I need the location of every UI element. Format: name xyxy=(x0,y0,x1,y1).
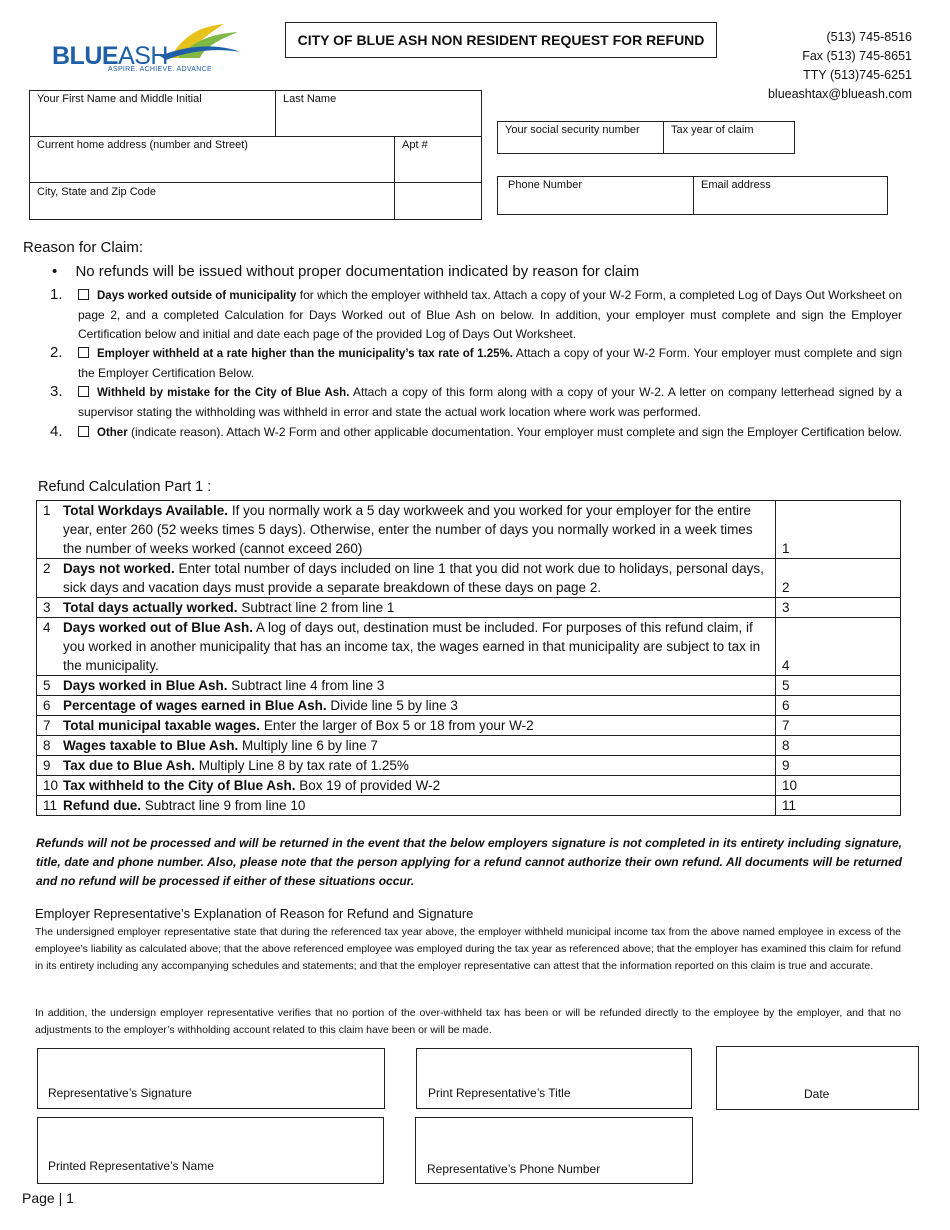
calc-row-9-desc xyxy=(37,756,776,776)
table-row xyxy=(37,676,901,696)
phone-field[interactable] xyxy=(497,176,694,215)
calc-row-7-bold: Total municipal taxable wages. xyxy=(63,718,261,733)
calc-row-8-value[interactable] xyxy=(776,736,901,756)
tax-year-field[interactable] xyxy=(663,121,795,154)
form-title: CITY OF BLUE ASH NON RESIDENT REQUEST FOR REFUND xyxy=(285,22,717,58)
calc-row-6-num: 6 xyxy=(43,698,51,713)
representative-signature-label: Representative’s Signature xyxy=(48,1086,192,1100)
calc-row-3-num: 3 xyxy=(43,600,51,615)
calc-row-8-line: 8 xyxy=(782,738,790,753)
contact-fax: Fax (513) 745-8651 xyxy=(802,49,912,63)
representative-signature-field[interactable] xyxy=(37,1048,385,1109)
calc-row-5-text: Subtract line 4 from line 3 xyxy=(227,678,385,693)
logo-brand-ash: ASH xyxy=(118,42,168,70)
calc-row-8-num: 8 xyxy=(43,738,51,753)
last-name-field[interactable] xyxy=(275,90,482,137)
calc-heading: Refund Calculation Part 1 : xyxy=(38,479,212,495)
representative-phone-field[interactable] xyxy=(415,1117,693,1184)
last-name-label: Last Name xyxy=(283,93,337,105)
calc-row-4-value[interactable] xyxy=(776,618,901,676)
reason-heading: Reason for Claim: xyxy=(23,239,144,256)
table-row xyxy=(37,736,901,756)
calc-row-7-line: 7 xyxy=(782,718,790,733)
representative-name-label: Printed Representative’s Name xyxy=(48,1159,214,1173)
reason-3-text: Attach a copy of this form along with a copy of your W-2. A letter on company letterhead signed by a supervisor stating the withholding was withheld in error and state the actual work location where work was performed. xyxy=(78,385,902,419)
calc-row-11-bold: Refund due. xyxy=(63,798,141,813)
calc-row-3-value[interactable] xyxy=(776,598,901,618)
calc-row-10-bold: Tax withheld to the City of Blue Ash. xyxy=(63,778,296,793)
calc-row-4-line: 4 xyxy=(782,658,790,673)
calc-row-4-desc xyxy=(37,618,776,676)
address-label: Current home address (number and Street) xyxy=(37,139,248,151)
calc-row-10-num: 10 xyxy=(43,778,59,793)
reason-bullet xyxy=(52,263,639,280)
calc-row-3-text: Subtract line 2 from line 1 xyxy=(237,600,395,615)
table-row xyxy=(37,696,901,716)
refund-calc-table xyxy=(36,500,901,816)
table-row xyxy=(37,559,901,598)
calc-row-11-desc xyxy=(37,796,776,816)
apt-field[interactable] xyxy=(394,136,482,183)
address-field[interactable] xyxy=(29,136,395,183)
reason-1-bold: Days worked outside of municipality xyxy=(97,290,297,302)
email-field[interactable] xyxy=(693,176,888,215)
processing-notice: Refunds will not be processed and will be returned in the event that the below employers signature is not completed in its entirety including signature, title, date and phone number. Also, please note that the person applying for a refund cannot authorize their own refund. All documents will be returned and no refund will be processed if either of these situations occur. xyxy=(36,836,902,888)
apt-label: Apt # xyxy=(402,139,428,151)
calc-row-10-line: 10 xyxy=(782,778,798,793)
phone-label: Phone Number xyxy=(508,179,582,191)
calc-row-5-value[interactable] xyxy=(776,676,901,696)
employer-heading: Employer Representative’s Explanation of Reason for Refund and Signature xyxy=(35,906,474,921)
representative-name-field[interactable] xyxy=(37,1117,384,1184)
calc-row-1-value[interactable] xyxy=(776,501,901,559)
calc-row-10-desc xyxy=(37,776,776,796)
email-label: Email address xyxy=(701,179,771,191)
representative-phone-label: Representative’s Phone Number xyxy=(427,1162,601,1176)
calc-row-1-line: 1 xyxy=(782,541,790,556)
reason-4-checkbox[interactable] xyxy=(78,426,89,437)
calc-row-9-line: 9 xyxy=(782,758,790,773)
reason-1-checkbox[interactable] xyxy=(78,289,89,300)
employer-para-1: The undersigned employer representative state that during the referenced tax year above, the employer withheld municipal income tax from the above named employee in excess of the employee’s liability as calculated above; that the above referenced employee was employed during the tax year as referenced above; that the employer has examined this claim for refund in its entirety including any accompanying schedules and statements; and that the employer representative can attest that the information reported on this claim is true and accurate. xyxy=(35,926,901,972)
table-row xyxy=(37,598,901,618)
calc-row-2-desc xyxy=(37,559,776,598)
calc-row-7-value[interactable] xyxy=(776,716,901,736)
calc-row-2-text: Enter total number of days included on line 1 that you did not work due to holidays, personal days, sick days and vacation days must provide a separate breakdown of these days on page 2. xyxy=(63,561,764,595)
first-name-field[interactable] xyxy=(29,90,276,137)
city-field[interactable] xyxy=(29,182,395,220)
table-row xyxy=(37,776,901,796)
logo xyxy=(50,22,250,77)
calc-row-3-bold: Total days actually worked. xyxy=(63,600,238,615)
reason-item-1 xyxy=(78,286,902,344)
calc-row-2-line: 2 xyxy=(782,580,790,595)
reason-num-2: 2. xyxy=(50,344,63,361)
calc-row-5-line: 5 xyxy=(782,678,790,693)
table-row xyxy=(37,716,901,736)
reason-item-2 xyxy=(78,344,902,383)
calc-row-3-line: 3 xyxy=(782,600,790,615)
calc-row-4-bold: Days worked out of Blue Ash. xyxy=(63,620,254,635)
calc-row-9-value[interactable] xyxy=(776,756,901,776)
contact-tty: TTY (513)745-6251 xyxy=(803,68,912,82)
calc-row-11-value[interactable] xyxy=(776,796,901,816)
calc-row-8-text: Multiply line 6 by line 7 xyxy=(238,738,378,753)
reason-item-3 xyxy=(78,383,902,422)
calc-row-1-text: If you normally work a 5 day workweek and you worked for your employer for the entire year, enter 260 (52 weeks times 5 days). Otherwise, enter the number of days you normally worked in a week times the number of weeks worked (cannot exceed 260) xyxy=(63,503,753,556)
calc-row-3-desc xyxy=(37,598,776,618)
logo-brand-blue: BLUE xyxy=(52,42,119,70)
ssn-field[interactable] xyxy=(497,121,664,154)
calc-row-6-line: 6 xyxy=(782,698,790,713)
table-row xyxy=(37,618,901,676)
calc-row-2-num: 2 xyxy=(43,561,51,576)
reason-2-bold: Employer withheld at a rate higher than the municipality’s tax rate of 1.25%. xyxy=(97,348,513,360)
calc-row-2-bold: Days not worked. xyxy=(63,561,175,576)
calc-row-11-num: 11 xyxy=(43,798,58,813)
date-field[interactable] xyxy=(716,1046,919,1110)
employer-para-2: In addition, the undersign employer representative verifies that no portion of the over-withheld tax has been or will be refunded directly to the employee by the employer, and that no adjustments to the employer’s withholding account related to this claim have been or will be made. xyxy=(35,1007,901,1036)
reason-2-checkbox[interactable] xyxy=(78,347,89,358)
city-extra-field[interactable] xyxy=(394,182,482,220)
reason-1-text: for which the employer withheld tax. Attach a copy of your W-2 Form, a completed Log of Days Out Worksheet on page 2, and a completed Calculation for Days Worked out of Blue Ash on below. In addition, your employer must complete and sign the Employer Certification below and initial and date each page of the provided Log of Days Out Worksheet. xyxy=(78,288,902,341)
calc-row-1-bold: Total Workdays Available. xyxy=(63,503,229,518)
table-row xyxy=(37,796,901,816)
calc-row-9-bold: Tax due to Blue Ash. xyxy=(63,758,196,773)
representative-title-label: Print Representative’s Title xyxy=(428,1086,571,1100)
reason-4-text: (indicate reason). Attach W-2 Form and other applicable documentation. Your employer must complete and sign the Employer Certification below. xyxy=(127,425,902,439)
calc-row-4-text: A log of days out, destination must be included. For purposes of this refund claim, if you worked in another municipality that has an income tax, the wages earned in that municipality are subject to tax in the municipality. xyxy=(63,620,761,673)
contact-block xyxy=(768,28,912,104)
calc-row-8-bold: Wages taxable to Blue Ash. xyxy=(63,738,239,753)
calc-row-6-value[interactable] xyxy=(776,696,901,716)
representative-title-field[interactable] xyxy=(416,1048,692,1109)
calc-row-4-num: 4 xyxy=(43,620,51,635)
calc-row-6-desc xyxy=(37,696,776,716)
reason-item-4 xyxy=(78,423,902,443)
calc-row-1-desc xyxy=(37,501,776,559)
reason-num-4: 4. xyxy=(50,423,63,440)
calc-row-9-text: Multiply Line 8 by tax rate of 1.25% xyxy=(195,758,409,773)
calc-row-6-text: Divide line 5 by line 3 xyxy=(326,698,458,713)
logo-tagline: ASPIRE. ACHIEVE. ADVANCE xyxy=(108,66,212,73)
calc-row-11-line: 11 xyxy=(782,798,797,813)
calc-row-5-desc xyxy=(37,676,776,696)
reason-4-bold: Other xyxy=(97,427,128,439)
calc-row-2-value[interactable] xyxy=(776,559,901,598)
calc-row-10-value[interactable] xyxy=(776,776,901,796)
calc-row-11-text: Subtract line 9 from line 10 xyxy=(141,798,306,813)
logo-swoosh-icon xyxy=(160,22,240,62)
reason-num-3: 3. xyxy=(50,383,63,400)
ssn-label: Your social security number xyxy=(505,124,640,136)
city-label: City, State and Zip Code xyxy=(37,186,157,198)
first-name-label: Your First Name and Middle Initial xyxy=(37,93,202,105)
contact-email: blueashtax@blueash.com xyxy=(767,87,912,101)
calc-row-5-num: 5 xyxy=(43,678,51,693)
calc-row-7-num: 7 xyxy=(43,718,51,733)
table-row xyxy=(37,501,901,559)
calc-row-6-bold: Percentage of wages earned in Blue Ash. xyxy=(63,698,327,713)
date-label: Date xyxy=(804,1087,830,1101)
reason-3-bold: Withheld by mistake for the City of Blue Ash. xyxy=(97,387,350,399)
calc-row-7-desc xyxy=(37,716,776,736)
calc-row-8-desc xyxy=(37,736,776,756)
table-row xyxy=(37,756,901,776)
calc-row-5-bold: Days worked in Blue Ash. xyxy=(63,678,228,693)
bullet-icon: • xyxy=(52,263,58,280)
reason-2-text: Attach a copy of your W-2 Form. Your employer must complete and sign the Employer Certification Below. xyxy=(78,346,902,380)
reason-bullet-text: No refunds will be issued without proper documentation indicated by reason for claim xyxy=(75,263,640,280)
page-number: Page | 1 xyxy=(22,1190,74,1206)
calc-row-1-num: 1 xyxy=(43,503,51,518)
contact-phone: (513) 745-8516 xyxy=(826,30,912,44)
calc-row-9-num: 9 xyxy=(43,758,51,773)
reason-num-1: 1. xyxy=(50,286,63,303)
calc-row-7-text: Enter the larger of Box 5 or 18 from your W-2 xyxy=(260,718,534,733)
calc-row-10-text: Box 19 of provided W-2 xyxy=(295,778,441,793)
reason-3-checkbox[interactable] xyxy=(78,386,89,397)
tax-year-label: Tax year of claim xyxy=(671,124,754,136)
